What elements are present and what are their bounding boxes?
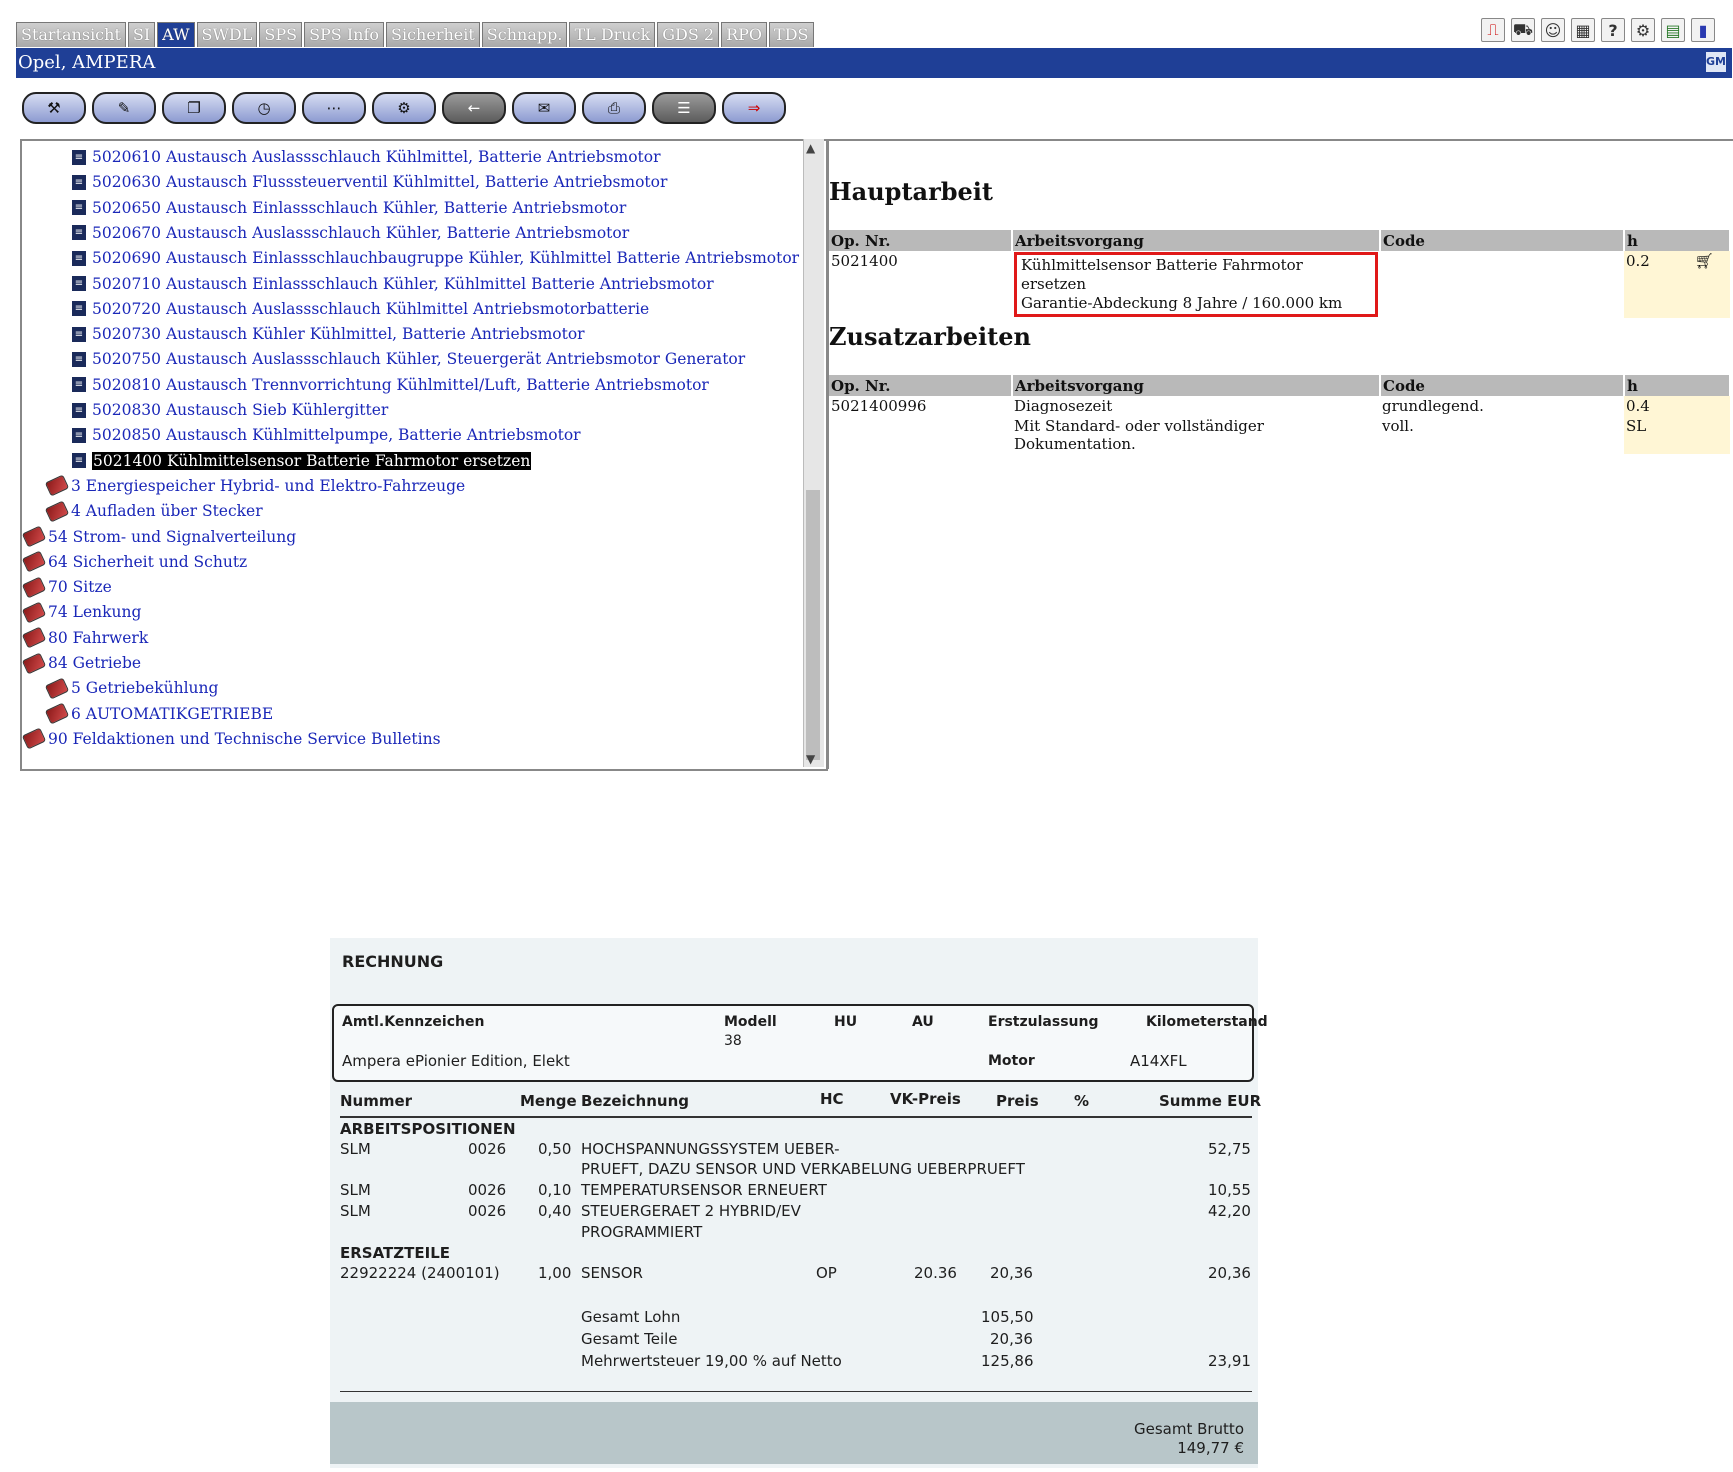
tab-gds2[interactable]: GDS 2 (657, 22, 719, 47)
work-nr: SLM (340, 1181, 371, 1199)
top-icon-bar (1481, 18, 1715, 42)
tree-item[interactable] (72, 400, 388, 420)
tab-sps-info[interactable]: SPS Info (304, 22, 384, 47)
gross-value: 149,77 € (1177, 1439, 1244, 1457)
tab-swdl[interactable]: SWDL (197, 22, 258, 47)
tree-item[interactable] (72, 198, 626, 218)
operation-code: voll. (1382, 417, 1414, 435)
part-bezeichnung: SENSOR (581, 1264, 643, 1282)
scroll-down-icon[interactable]: ▼ (806, 752, 816, 766)
tree-item[interactable] (72, 274, 714, 294)
hours-value: 0.2 (1626, 252, 1650, 270)
label-kennzeichen: Amtl.Kennzeichen (342, 1014, 485, 1030)
document-icon: ≡ (72, 150, 86, 165)
book-icon (22, 652, 46, 674)
tree-item[interactable] (24, 653, 141, 673)
tree-item[interactable] (24, 602, 141, 622)
hours-value: 0.4 (1624, 396, 1730, 416)
operation-note: Mit Standard- oder vollständiger Dokumentation. (1014, 417, 1264, 453)
col-preis: Preis (996, 1092, 1039, 1110)
wrench-button[interactable] (92, 92, 156, 124)
total-lohn-label: Gesamt Lohn (581, 1308, 681, 1326)
tree-item[interactable] (72, 248, 799, 268)
gross-label: Gesamt Brutto (1133, 1420, 1244, 1438)
document-icon: ≡ (72, 225, 86, 240)
tree-item-label: 5020630 Austausch Flusssteuerventil Kühlmittel, Batterie Antriebsmotor (92, 173, 668, 192)
user-icon[interactable]: ☺ (1541, 18, 1565, 42)
vat-net-value: 125,86 (981, 1352, 1034, 1370)
operation-description: Kühlmittelsensor Batterie Fahrmotor ersetzen (1021, 256, 1303, 293)
tree-item[interactable] (72, 147, 661, 167)
vehicle-title-bar (16, 48, 1732, 78)
main-work-table (829, 230, 1731, 318)
document-icon: ≡ (72, 200, 86, 215)
part-hc: OP (816, 1264, 837, 1282)
tree-item-label: 5020670 Austausch Auslassschlauch Kühler, Batterie Antriebsmotor (92, 223, 630, 242)
work-menge: 0,10 (538, 1181, 572, 1199)
cart-icon[interactable]: 🛒︎ (1694, 252, 1714, 270)
work-bezeichnung-2: PROGRAMMIERT (581, 1223, 703, 1241)
col-code: Code (1380, 230, 1624, 251)
tree-item-label: 80 Fahrwerk (48, 628, 149, 647)
tree-item[interactable] (47, 476, 465, 496)
work-bezeichnung: STEUERGERAET 2 HYBRID/EV (581, 1202, 801, 1220)
header-divider (340, 1116, 1252, 1118)
total-teile-value: 20,36 (990, 1330, 1033, 1348)
col-code: Code (1380, 375, 1624, 396)
tree-item[interactable] (47, 678, 218, 698)
document-icon: ≡ (72, 377, 86, 392)
car-icon[interactable]: ⛟ (1511, 18, 1535, 42)
tree-item-label: 64 Sicherheit und Schutz (48, 552, 248, 571)
tree-item-label: 5020810 Austausch Trennvorrichtung Kühlmittel/Luft, Batterie Antriebsmotor (92, 375, 709, 394)
work-menge: 0,50 (538, 1140, 572, 1158)
col-percent: % (1074, 1092, 1090, 1110)
col-nummer: Nummer (340, 1092, 413, 1110)
toolbar (22, 92, 786, 124)
list-icon: ☰ (677, 99, 691, 117)
gross-total-bar (330, 1402, 1258, 1464)
tree-item[interactable] (47, 704, 273, 724)
tree-item[interactable] (24, 577, 112, 597)
diagram-button[interactable] (512, 92, 576, 124)
work-menge: 0,40 (538, 1202, 572, 1220)
work-code: 0026 (468, 1140, 507, 1158)
tree-item-label: 5020650 Austausch Einlassschlauch Kühler, Batterie Antriebsmotor (92, 198, 627, 217)
part-menge: 1,00 (538, 1264, 572, 1282)
vat-label: Mehrwertsteuer 19,00 % auf Netto (581, 1352, 842, 1370)
operation-code: grundlegend. (1382, 397, 1484, 415)
tree-item[interactable] (72, 223, 629, 243)
tree-item-label: 5020720 Austausch Auslassschlauch Kühlmittel Antriebsmotorbatterie (92, 299, 650, 318)
tree-item-label: 54 Strom- und Signalverteilung (48, 527, 297, 546)
tree-item[interactable] (24, 628, 148, 648)
tree-item-label: 5020730 Austausch Kühler Kühlmittel, Batterie Antriebsmotor (92, 325, 585, 344)
tree-item-label: 4 Aufladen über Stecker (71, 502, 263, 521)
tab-tds[interactable]: TDS (769, 22, 813, 47)
op-number: 5021400996 (831, 397, 927, 415)
work-nr: SLM (340, 1140, 371, 1158)
col-arbeitsvorgang: Arbeitsvorgang (1012, 375, 1380, 396)
label-motor: Motor (988, 1053, 1035, 1069)
navigation-tree (20, 139, 828, 771)
diagnostic-icon: ⚙ (397, 99, 411, 117)
part-preis: 20,36 (990, 1264, 1033, 1282)
book-icon (22, 551, 46, 573)
document-icon: ≡ (72, 453, 86, 468)
label-au: AU (912, 1014, 934, 1030)
tree-item-label: 5020750 Austausch Auslassschlauch Kühler, Steuergerät Antriebsmotor Generator (92, 350, 746, 369)
work-nr: SLM (340, 1202, 371, 1220)
total-lohn-value: 105,50 (981, 1308, 1034, 1326)
manual-button[interactable] (162, 92, 226, 124)
book-icon (45, 500, 69, 522)
totals-divider (340, 1391, 1252, 1392)
vehicle-title: Opel, AMPERA (18, 52, 156, 73)
tree-item[interactable] (72, 299, 649, 319)
back-button[interactable] (442, 92, 506, 124)
col-summe: Summe EUR (1159, 1092, 1262, 1110)
book-icon[interactable]: ▮ (1691, 18, 1715, 42)
tree-item-label: 5020830 Austausch Sieb Kühlergitter (92, 401, 389, 419)
book-icon (22, 728, 46, 750)
main-tabs (16, 22, 814, 48)
highlighted-operation (1014, 252, 1378, 317)
settings-icon[interactable]: ⚙ (1631, 18, 1655, 42)
extra-work-heading: Zusatzarbeiten (829, 322, 1031, 351)
operation-description: Diagnosezeit (1014, 397, 1113, 415)
clock-icon: ◷ (257, 99, 271, 117)
tab-sps[interactable]: SPS (259, 22, 302, 47)
tab-tl-druck[interactable]: TL Druck (569, 22, 655, 47)
total-teile-label: Gesamt Teile (581, 1330, 678, 1348)
tree-item-label: 5021400 Kühlmittelsensor Batterie Fahrmotor ersetzen (93, 451, 531, 470)
modell-value: 38 (724, 1033, 742, 1049)
tree-item[interactable] (72, 451, 531, 471)
invoice-title: RECHNUNG (342, 952, 444, 971)
tree-item-label: 70 Sitze (48, 578, 112, 597)
op-number: 5021400 (831, 252, 898, 270)
vat-amount: 23,91 (1208, 1352, 1251, 1370)
col-vk-preis: VK-Preis (890, 1090, 961, 1108)
tab-sicherheit[interactable]: Sicherheit (386, 22, 480, 47)
tab-aw[interactable]: AW (157, 22, 194, 47)
document-icon: ≡ (72, 327, 86, 342)
work-bezeichnung: HOCHSPANNUNGSSYSTEM UEBER- (581, 1140, 840, 1158)
invoice (330, 938, 1268, 1468)
diagram-icon: ✉ (537, 99, 551, 117)
col-h: h (1624, 230, 1730, 251)
scrollbar-thumb[interactable] (806, 490, 820, 760)
tools-icon: ⚒ (47, 99, 61, 117)
col-op-nr: Op. Nr. (829, 375, 1012, 396)
tree-item-label: 5020710 Austausch Einlassschlauch Kühler, Kühlmittel Batterie Antriebsmotor (92, 274, 714, 293)
tree-item[interactable] (72, 349, 745, 369)
tools-button[interactable] (22, 92, 86, 124)
labor-icon: ⋯ (326, 99, 342, 117)
clock-button[interactable] (232, 92, 296, 124)
main-work-heading: Hauptarbeit (829, 177, 993, 206)
part-summe: 20,36 (1208, 1264, 1251, 1282)
col-op-nr: Op. Nr. (829, 230, 1012, 251)
operation-description-cell (1012, 251, 1380, 318)
section-arbeitspositionen: ARBEITSPOSITIONEN (340, 1120, 516, 1138)
tab-schnapp[interactable]: Schnapp. (482, 22, 568, 47)
pdf-icon[interactable]: ⎍ (1481, 18, 1505, 42)
tree-item-label: 5020610 Austausch Auslassschlauch Kühlmittel, Batterie Antriebsmotor (92, 148, 661, 166)
tree-item[interactable] (72, 425, 581, 445)
labor-button[interactable] (302, 92, 366, 124)
book-icon (45, 475, 69, 497)
work-summe: 42,20 (1208, 1202, 1251, 1220)
wrench-icon: ✎ (117, 99, 131, 117)
document-icon: ≡ (72, 276, 86, 291)
tree-item-label: 90 Feldaktionen und Technische Service Bulletins (48, 729, 441, 748)
work-code: 0026 (468, 1202, 507, 1220)
tree-item[interactable] (24, 552, 247, 572)
document-icon: ≡ (72, 251, 86, 266)
back-icon: ← (467, 99, 481, 117)
book-icon (45, 703, 69, 725)
link-icon: ⇒ (747, 99, 761, 117)
document-icon: ≡ (72, 428, 86, 443)
tree-item[interactable] (47, 501, 263, 521)
label-kilometerstand: Kilometerstand (1146, 1014, 1268, 1030)
tree-item[interactable] (72, 375, 709, 395)
book-icon (22, 525, 46, 547)
tree-item-label: 5020850 Austausch Kühlmittelpumpe, Batterie Antriebsmotor (92, 426, 581, 445)
calculator-icon[interactable]: ▦ (1571, 18, 1595, 42)
vehicle-description: Ampera ePionier Edition, Elekt (342, 1052, 570, 1070)
work-code: 0026 (468, 1181, 507, 1199)
tab-rpo[interactable]: RPO (721, 22, 767, 47)
tab-si[interactable]: SI (128, 22, 155, 47)
col-hc: HC (820, 1090, 844, 1108)
tree-item-label: 5 Getriebekühlung (71, 679, 219, 698)
tree-item-label: 5020690 Austausch Einlassschlauchbaugruppe Kühler, Kühlmittel Batterie Antriebsmotor (92, 249, 800, 268)
work-summe: 10,55 (1208, 1181, 1251, 1199)
document-icon: ≡ (72, 352, 86, 367)
label-erstzulassung: Erstzulassung (988, 1014, 1099, 1030)
print-button[interactable] (582, 92, 646, 124)
notes-icon[interactable]: ▤ (1661, 18, 1685, 42)
help-icon[interactable]: ? (1601, 18, 1625, 42)
link-button[interactable] (722, 92, 786, 124)
operation-code (1380, 251, 1624, 318)
tree-item[interactable] (72, 324, 585, 344)
list-button[interactable] (652, 92, 716, 124)
part-nr: 22922224 (2400101) (340, 1264, 500, 1282)
col-bezeichnung: Bezeichnung (581, 1092, 689, 1110)
hours-value: SL (1624, 416, 1730, 454)
document-icon: ≡ (72, 403, 86, 418)
label-hu: HU (834, 1014, 858, 1030)
tree-item-label: 3 Energiespeicher Hybrid- und Elektro-Fahrzeuge (71, 476, 466, 495)
part-vk-preis: 20.36 (914, 1264, 957, 1282)
book-icon (45, 677, 69, 699)
tree-item[interactable] (72, 172, 667, 192)
section-ersatzteile: ERSATZTEILE (340, 1244, 451, 1262)
tree-item[interactable] (24, 729, 441, 749)
tree-item-label: 84 Getriebe (48, 654, 142, 672)
work-summe: 52,75 (1208, 1140, 1251, 1158)
tab-startansicht[interactable]: Startansicht (16, 22, 126, 47)
manual-icon: ❐ (187, 99, 201, 117)
document-icon: ≡ (72, 175, 86, 190)
book-icon (22, 601, 46, 623)
book-icon (22, 627, 46, 649)
book-icon (22, 576, 46, 598)
print-icon: ⎙ (607, 99, 620, 117)
label-modell: Modell (724, 1014, 777, 1030)
col-arbeitsvorgang: Arbeitsvorgang (1012, 230, 1380, 251)
col-menge: Menge (520, 1092, 577, 1110)
tree-item-label: 6 AUTOMATIKGETRIEBE (71, 704, 274, 723)
work-bezeichnung-2: PRUEFT, DAZU SENSOR UND VERKABELUNG UEBERPRUEFT (581, 1160, 1025, 1178)
tree-item[interactable] (24, 527, 296, 547)
col-h: h (1624, 375, 1730, 396)
gm-logo: GM (1706, 52, 1726, 72)
motor-value: A14XFL (1130, 1052, 1187, 1070)
vehicle-info-box (332, 1004, 1268, 1082)
scroll-up-icon[interactable]: ▲ (806, 141, 816, 155)
extra-work-table (829, 375, 1731, 454)
hours-cell (1624, 251, 1730, 318)
document-icon: ≡ (72, 301, 86, 316)
work-bezeichnung: TEMPERATURSENSOR ERNEUERT (581, 1181, 827, 1199)
warranty-note: Garantie-Abdeckung 8 Jahre / 160.000 km (1021, 294, 1343, 312)
diagnostic-button[interactable] (372, 92, 436, 124)
tree-item-label: 74 Lenkung (48, 603, 142, 622)
